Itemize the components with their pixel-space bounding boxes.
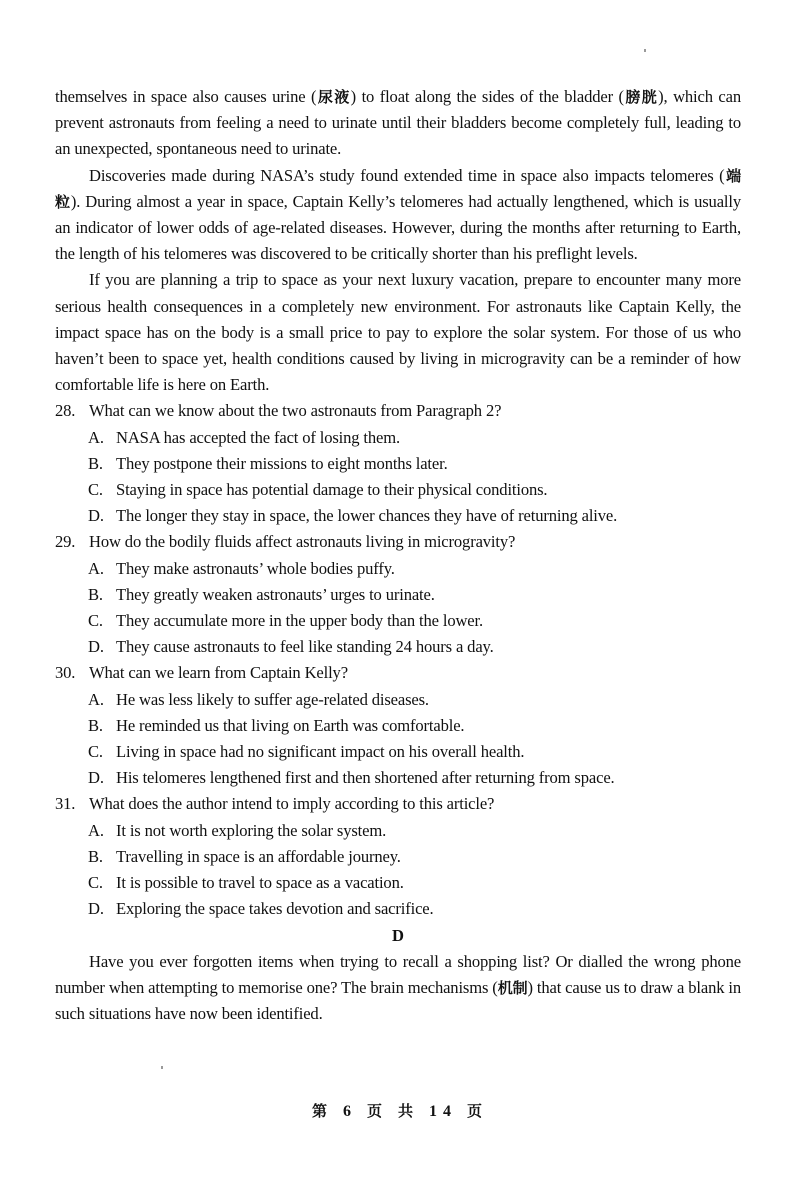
question-31 <box>55 791 741 922</box>
passage-c-paragraph-telomeres: Discoveries made during NASA’s study found extended time in space also impacts telomeres (端粒). During almost a year in space, Captain Kelly’s telomeres had actually lengthened, which is usually an indicator of lower odds of age-related diseases. However, during the months after returning to Earth, the length of his telomeres was discovered to be critically shorter than his preflight levels. <box>55 165 741 264</box>
chinese-gloss-telomeres: 端粒 <box>55 166 741 211</box>
question-stem: 31. What does the author intend to imply according to this article? <box>55 794 495 814</box>
option-a: A. It is not worth exploring the solar system. <box>88 820 387 840</box>
option-c: C. Staying in space has potential damage to their physical conditions. <box>88 480 548 500</box>
passage-c-paragraph-conclusion: If you are planning a trip to space as your next luxury vacation, prepare to encounter many more serious health consequences in a completely new environment. For astronauts like Captain Kelly, the impact space has on the body is a small price to pay to explore the solar system. For those of us who haven’t been to space yet, health conditions caused by living in microgravity can be a reminder of how comfortable life is here on Earth. <box>55 270 741 395</box>
chinese-gloss-bladder: 膀胱 <box>623 88 659 106</box>
exam-page <box>55 84 741 1027</box>
chinese-gloss-urine: 尿液 <box>316 88 351 106</box>
chinese-gloss-mechanisms: 机制 <box>497 978 528 997</box>
passage-d-paragraph-intro: Have you ever forgotten items when trying to recall a shopping list? Or dialled the wrong phone number when attempting to memorise one? The brain mechanisms (机制) that cause us to draw a blank in such situations have now been identified. <box>55 951 741 1024</box>
question-29 <box>55 529 741 660</box>
option-d: D. The longer they stay in space, the lower chances they have of returning alive. <box>88 506 618 526</box>
question-30 <box>55 660 741 791</box>
option-b: B. They greatly weaken astronauts’ urges to urinate. <box>88 584 435 604</box>
option-d: D. Exploring the space takes devotion and sacrifice. <box>88 899 434 919</box>
question-stem: 29. How do the bodily fluids affect astronauts living in microgravity? <box>55 532 516 552</box>
option-b: B. Travelling in space is an affordable journey. <box>88 846 401 866</box>
page-footer: 第 6 页 共 14 页 <box>311 1102 489 1120</box>
current-page-number: 6 <box>342 1103 357 1120</box>
option-c: C. They accumulate more in the upper body than the lower. <box>88 611 483 631</box>
option-d: D. His telomeres lengthened first and then shortened after returning from space. <box>88 768 615 788</box>
option-a: A. NASA has accepted the fact of losing them. <box>88 427 401 447</box>
option-b: B. They postpone their missions to eight months later. <box>88 453 448 473</box>
question-stem: 28. What can we know about the two astronauts from Paragraph 2? <box>55 401 502 421</box>
passage-c-paragraph-bladder: themselves in space also causes urine (尿液) to float along the sides of the bladder (膀胱), which can prevent astronauts from feeling a need to urinate until their bladders become completely full, leading to an unexpected, spontaneous need to urinate. <box>55 87 741 159</box>
option-a: A. He was less likely to suffer age-related diseases. <box>88 689 429 709</box>
option-a: A. They make astronauts’ whole bodies puffy. <box>88 558 395 578</box>
question-28 <box>55 398 741 529</box>
scan-speck <box>161 1066 163 1069</box>
option-c: C. It is possible to travel to space as a vacation. <box>88 873 404 893</box>
scan-speck <box>644 49 646 52</box>
option-b: B. He reminded us that living on Earth was comfortable. <box>88 715 465 735</box>
section-heading-d: D <box>392 925 404 945</box>
total-pages-number: 14 <box>429 1103 458 1120</box>
option-d: D. They cause astronauts to feel like standing 24 hours a day. <box>88 637 494 657</box>
question-stem: 30. What can we learn from Captain Kelly? <box>55 663 348 683</box>
option-c: C. Living in space had no significant impact on his overall health. <box>88 742 525 762</box>
